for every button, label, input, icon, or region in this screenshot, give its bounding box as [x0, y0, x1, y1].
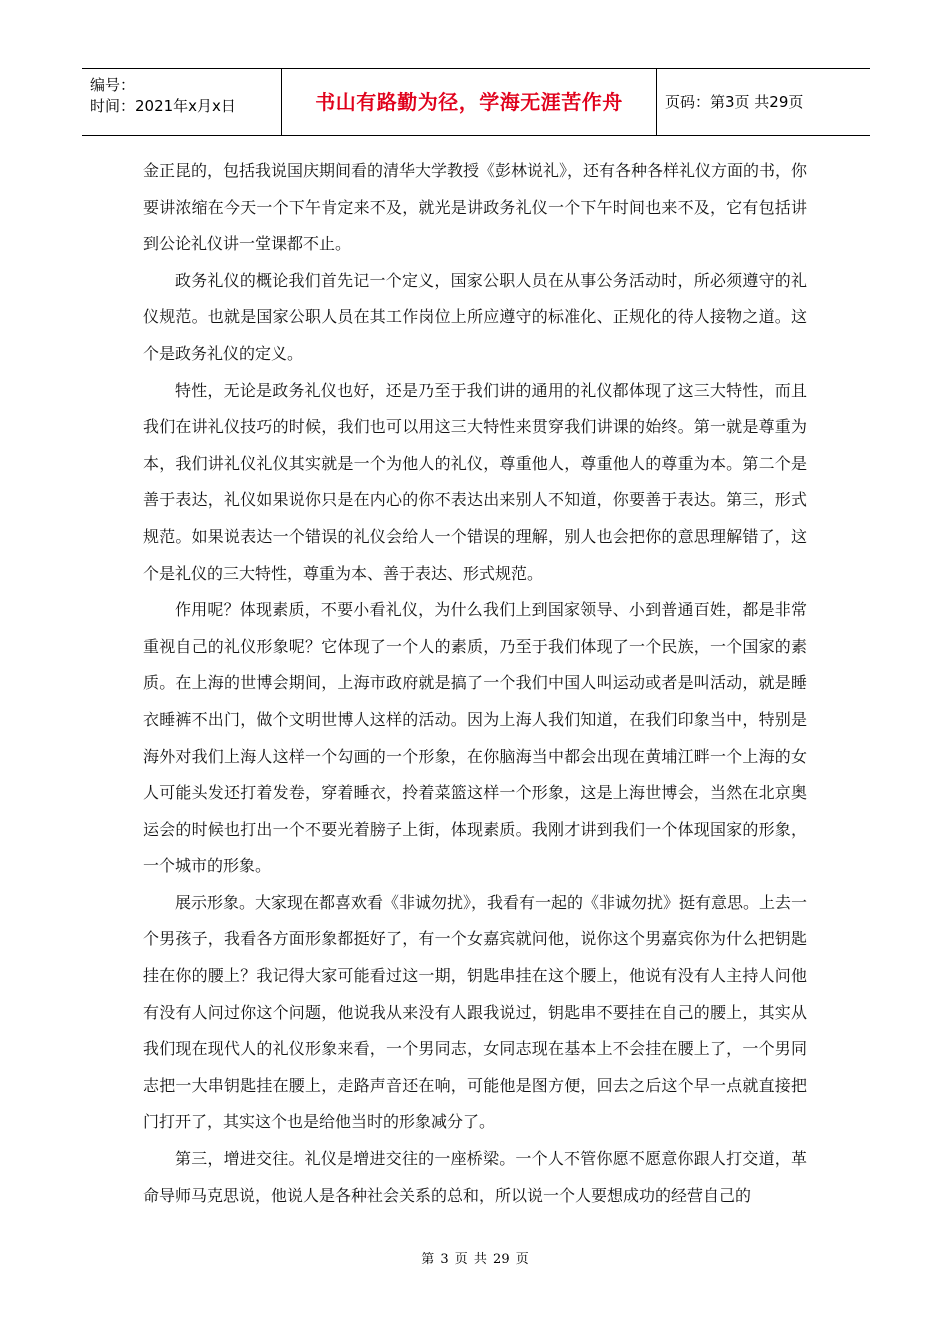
- header-motto: 书山有路勤为径，学海无涯苦作舟: [282, 69, 657, 135]
- paragraph-characteristics: 特性，无论是政务礼仪也好，还是乃至于我们讲的通用的礼仪都体现了这三大特性，而且我们在讲礼仪技巧的时候，我们也可以用这三大特性来贯穿我们讲课的始终。第一就是尊重为本，我们讲礼仪礼仪其实就是一个为他人的礼仪，尊重他人，尊重他人的尊重为本。第二个是善于表达，礼仪如果说你只是在内心的你不表达出来别人不知道，你要善于表达。第三，形式规范。如果说表达一个错误的礼仪会给人一个错误的理解，别人也会把你的意思理解错了，这个是礼仪的三大特性，尊重为本、善于表达、形式规范。: [143, 380, 807, 583]
- paragraph-interaction: 第三，增进交往。礼仪是增进交往的一座桥梁。一个人不管你愿不愿意你跟人打交道，革命导师马克思说，他说人是各种社会关系的总和，所以说一个人要想成功的经营自己的: [143, 1149, 807, 1205]
- document-time-label: 时间：2021年x月x日: [90, 97, 236, 115]
- paragraph-image: 展示形象。大家现在都喜欢看《非诚勿扰》，我看有一起的《非诚勿扰》挺有意思。上去一个男孩子，我看各方面形象都挺好了，有一个女嘉宾就问他，说你这个男嘉宾你为什么把钥匙挂在你的腰上？我记得大家可能看过这一期，钥匙串挂在这个腰上，他说有没有人主持人问他有没有人问过你这个问题，他说我从来没有人跟我说过，钥匙串不要挂在自己的腰上，其实从我们现在现代人的礼仪形象来看，一个男同志，女同志现在基本上不会挂在腰上了，一个男同志把一大串钥匙挂在腰上，走路声音还在响，可能他是图方便，回去之后这个早一点就直接把门打开了，其实这个也是给他当时的形象减分了。: [143, 892, 808, 1132]
- document-number-label: 编号：: [90, 76, 136, 94]
- paragraph-function: 作用呢？体现素质，不要小看礼仪，为什么我们上到国家领导、小到普通百姓，都是非常重视自己的礼仪形象呢？它体现了一个人的素质，乃至于我们体现了一个民族，一个国家的素质。在上海的世博会期间，上海市政府就是搞了一个我们中国人叫运动或者是叫活动，就是睡衣睡裤不出门，做个文明世博人这样的活动。因为上海人我们知道，在我们印象当中，特别是海外对我们上海人这样一个勾画的一个形象，在你脑海当中都会出现在黄埔江畔一个上海的女人可能头发还打着发卷，穿着睡衣，拎着菜篮这样一个形象，这是上海世博会，当然在北京奥运会的时候也打出一个不要光着膀子上街，体现素质。我刚才讲到我们一个体现国家的形象，一个城市的形象。: [143, 600, 807, 876]
- header-page-code: 页码：第3页 共29页: [665, 93, 804, 111]
- page-header: [82, 68, 870, 136]
- paragraph-definition: 政务礼仪的概论我们首先记一个定义，国家公职人员在从事公务活动时，所必须遵守的礼仪规范。也就是国家公职人员在其工作岗位上所应遵守的标准化、正规化的待人接物之道。这个是政务礼仪的定义。: [143, 270, 807, 363]
- paragraph-continued: 金正昆的，包括我说国庆期间看的清华大学教授《彭林说礼》，还有各种各样礼仪方面的书，你要讲浓缩在今天一个下午肯定来不及，就光是讲政务礼仪一个下午时间也来不及，它有包括讲到公论礼仪讲一堂课都不止。: [143, 161, 808, 254]
- page-footer: 第 3 页 共 29 页: [421, 1252, 529, 1267]
- header-meta-cell: [82, 69, 282, 135]
- document-body: [143, 153, 807, 1214]
